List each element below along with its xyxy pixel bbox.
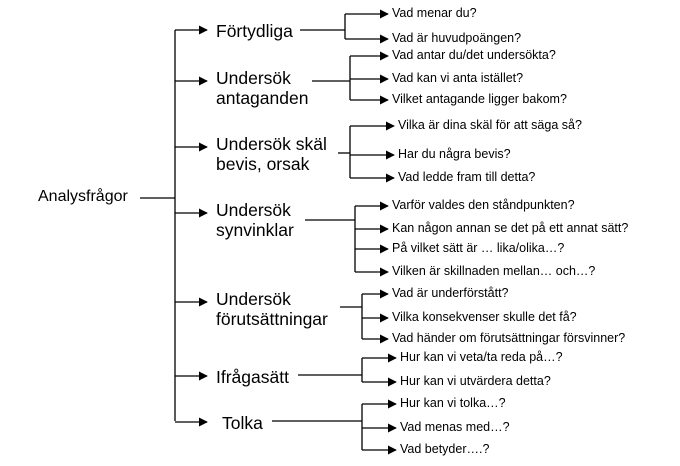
question-item: Vilket antagande ligger bakom? <box>392 92 567 106</box>
category-label: Undersök antaganden <box>216 68 309 108</box>
question-item: Vad kan vi anta istället? <box>392 71 524 85</box>
question-item: Vad menar du? <box>392 6 477 20</box>
category-label: Undersök skäl bevis, orsak <box>216 134 327 174</box>
category-label: Ifrågasätt <box>216 367 289 387</box>
question-item: Vad antar du/det undersökta? <box>392 48 556 62</box>
root-label: Analysfrågor <box>38 188 128 205</box>
question-item: På vilket sätt är … lika/olika…? <box>392 241 565 255</box>
question-item: Vilken är skillnaden mellan… och…? <box>392 264 596 278</box>
question-item: Vad menas med…? <box>400 420 510 434</box>
question-item: Vad händer om förutsättningar försvinner? <box>392 331 626 345</box>
question-item: Vad är underförstått? <box>392 286 509 300</box>
question-item: Hur kan vi veta/ta reda på…? <box>400 350 563 364</box>
question-item: Vad betyder….? <box>400 442 490 456</box>
category-label: Undersök synvinklar <box>216 200 294 240</box>
question-item: Kan någon annan se det på ett annat sätt? <box>392 221 629 235</box>
category-label: Tolka <box>222 413 263 433</box>
question-item: Varför valdes den ståndpunkten? <box>392 198 575 212</box>
question-item: Vilka är dina skäl för att säga så? <box>398 118 582 132</box>
category-label: Undersök förutsättningar <box>216 289 328 329</box>
question-item: Hur kan vi utvärdera detta? <box>400 374 551 388</box>
category-label: Förtydliga <box>216 21 293 41</box>
question-item: Vad ledde fram till detta? <box>398 170 536 184</box>
question-item: Vilka konsekvenser skulle det få? <box>392 310 577 324</box>
question-item: Har du några bevis? <box>398 147 511 161</box>
question-item: Vad är huvudpoängen? <box>392 31 522 45</box>
question-item: Hur kan vi tolka…? <box>400 396 506 410</box>
